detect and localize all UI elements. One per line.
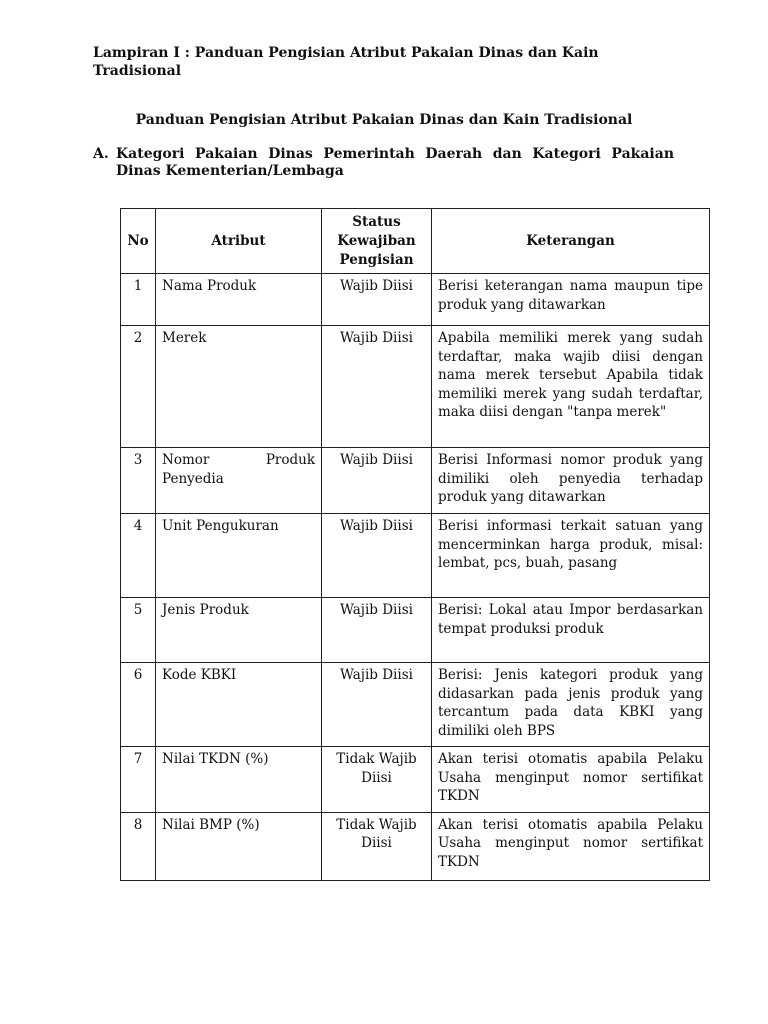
- cell-description: Berisi informasi terkait satuan yang mencerminkan harga produk, misal: lembat, pcs, buah, pasang: [432, 514, 710, 598]
- cell-status: Wajib Diisi: [322, 663, 432, 747]
- table-row: [121, 326, 710, 448]
- cell-description: Akan terisi otomatis apabila Pelaku Usaha menginput nomor sertifikat TKDN: [432, 812, 710, 880]
- cell-attribute: Nama Produk: [156, 274, 322, 326]
- cell-description: Berisi Informasi nomor produk yang dimiliki oleh penyedia terhadap produk yang ditawarkan: [432, 448, 710, 514]
- cell-description: Apabila memiliki merek yang sudah terdaftar, maka wajib diisi dengan nama merek tersebut Apabila tidak memiliki merek yang sudah terdaftar, maka diisi dengan "tanpa merek": [432, 326, 710, 448]
- cell-attribute: Unit Pengukuran: [156, 514, 322, 598]
- document-title: Panduan Pengisian Atribut Pakaian Dinas dan Kain Tradisional: [135, 112, 633, 128]
- cell-attribute: Nilai BMP (%): [156, 812, 322, 880]
- cell-description: Berisi: Lokal atau Impor berdasarkan tempat produksi produk: [432, 598, 710, 663]
- cell-status: Wajib Diisi: [322, 448, 432, 514]
- table-row: [121, 663, 710, 747]
- cell-no: 7: [121, 747, 156, 813]
- cell-status: Tidak Wajib Diisi: [322, 812, 432, 880]
- table-row: [121, 812, 710, 880]
- header-attribute: Atribut: [156, 209, 322, 274]
- table-row: [121, 274, 710, 326]
- section-heading-line1: Kategori Pakaian Dinas Pemerintah Daerah dan Kategori Pakaian: [116, 146, 674, 162]
- section-heading-line2: Dinas Kementerian/Lembaga: [116, 163, 344, 179]
- cell-attribute: Jenis Produk: [156, 598, 322, 663]
- cell-no: 4: [121, 514, 156, 598]
- cell-description: Berisi keterangan nama maupun tipe produk yang ditawarkan: [432, 274, 710, 326]
- cell-status: Tidak Wajib Diisi: [322, 747, 432, 813]
- table-header-row: [121, 209, 710, 274]
- cell-status: Wajib Diisi: [322, 598, 432, 663]
- header-status: Status Kewajiban Pengisian: [322, 209, 432, 274]
- cell-no: 6: [121, 663, 156, 747]
- appendix-title: Lampiran I : Panduan Pengisian Atribut Pakaian Dinas dan Kain Tradisional: [93, 45, 599, 79]
- cell-attribute: Nilai TKDN (%): [156, 747, 322, 813]
- cell-status: Wajib Diisi: [322, 514, 432, 598]
- cell-attribute: Kode KBKI: [156, 663, 322, 747]
- cell-no: 1: [121, 274, 156, 326]
- section-letter: A.: [93, 146, 109, 162]
- cell-no: 2: [121, 326, 156, 448]
- header-description: Keterangan: [432, 209, 710, 274]
- cell-description: Akan terisi otomatis apabila Pelaku Usaha menginput nomor sertifikat TKDN: [432, 747, 710, 813]
- cell-no: 8: [121, 812, 156, 880]
- cell-no: 5: [121, 598, 156, 663]
- table-row: [121, 448, 710, 514]
- header-no: No: [121, 209, 156, 274]
- cell-no: 3: [121, 448, 156, 514]
- cell-attribute: Nomor Produk Penyedia: [156, 448, 322, 514]
- table-row: [121, 747, 710, 813]
- table-row: [121, 598, 710, 663]
- section-heading: [93, 146, 674, 180]
- cell-status: Wajib Diisi: [322, 274, 432, 326]
- cell-description: Berisi: Jenis kategori produk yang didasarkan pada jenis produk yang tercantum pada data KBKI yang dimiliki oleh BPS: [432, 663, 710, 747]
- table-row: [121, 514, 710, 598]
- attribute-table: [120, 208, 710, 881]
- cell-attribute: Merek: [156, 326, 322, 448]
- cell-status: Wajib Diisi: [322, 326, 432, 448]
- section-heading-text: [116, 146, 674, 180]
